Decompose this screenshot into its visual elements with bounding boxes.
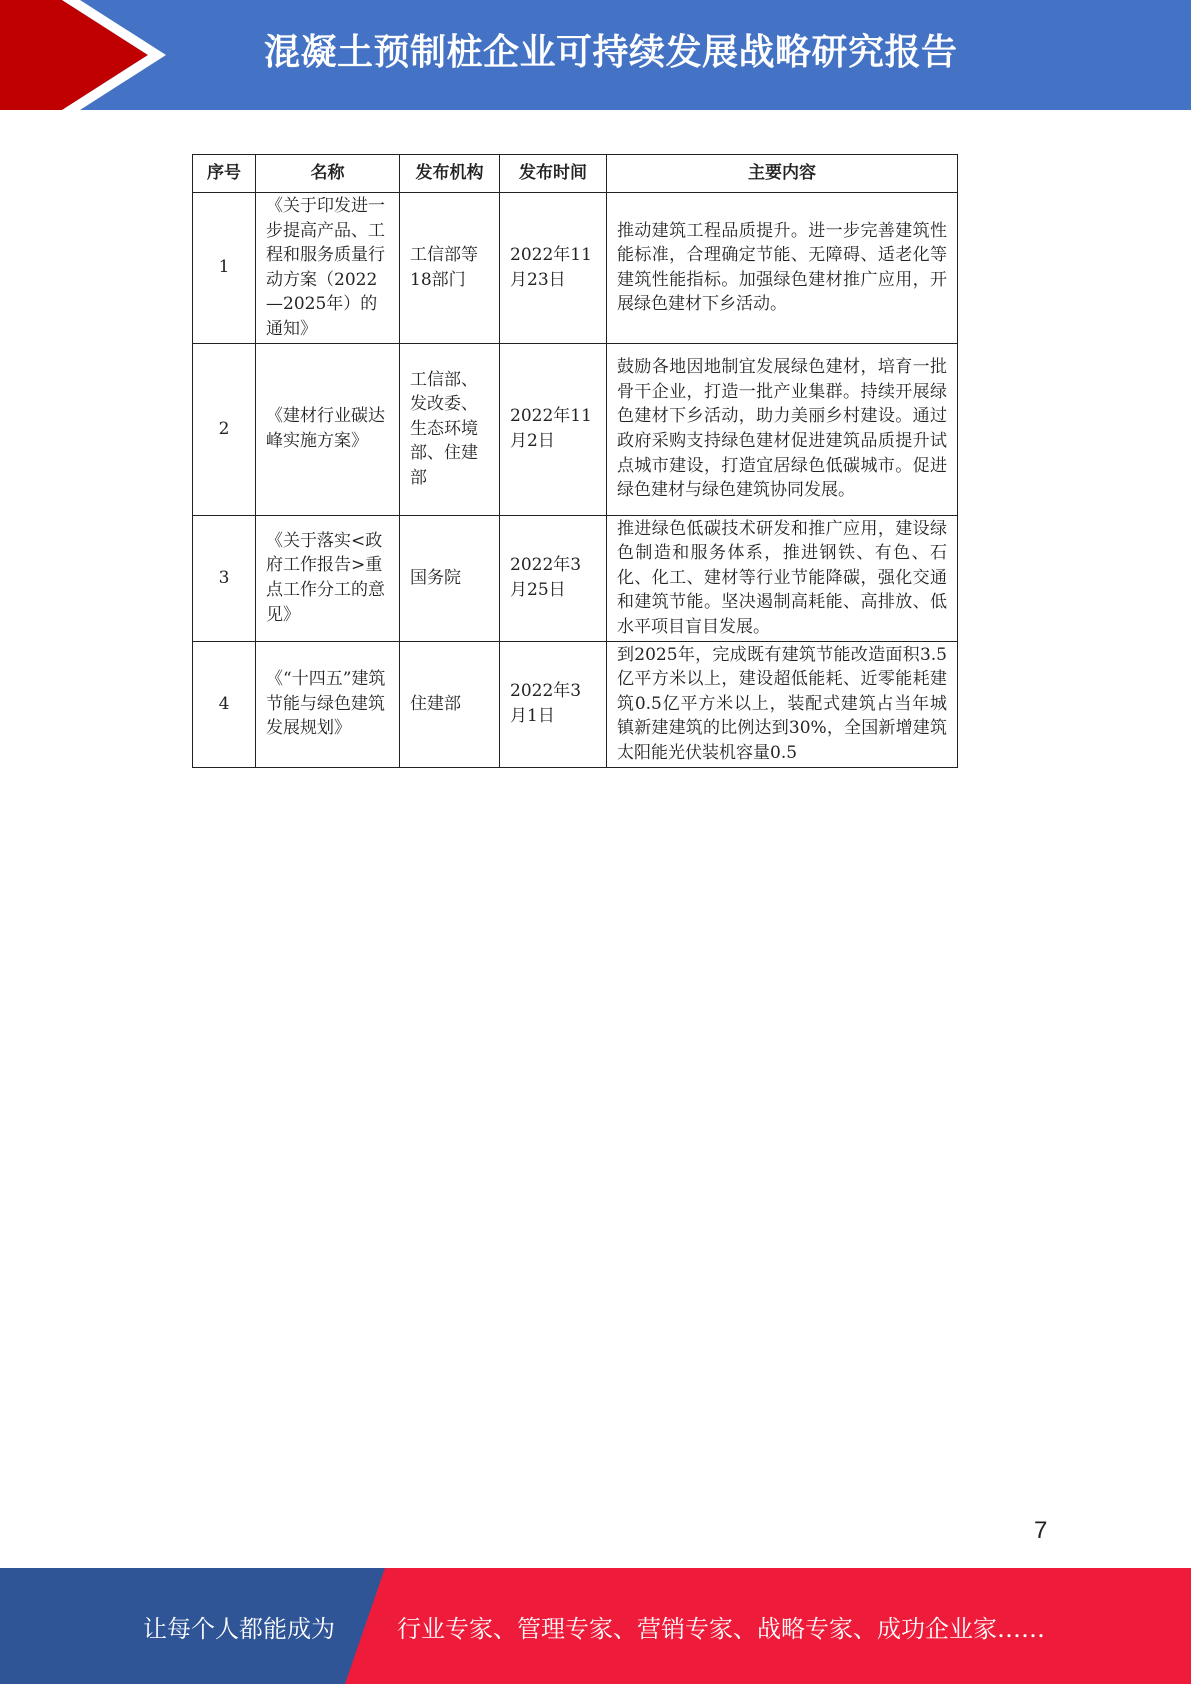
row-number: 3 <box>193 515 256 641</box>
report-footer <box>0 1568 1191 1684</box>
table-row <box>193 515 958 641</box>
report-header <box>0 0 1191 110</box>
issue-date: 2022年11月23日 <box>500 193 607 344</box>
row-number: 2 <box>193 343 256 515</box>
row-number: 1 <box>193 193 256 344</box>
table-row <box>193 193 958 344</box>
main-content: 推动建筑工程品质提升。进一步完善建筑性能标准，合理确定节能、无障碍、适老化等建筑性能指标。加强绿色建材推广应用，开展绿色建材下乡活动。 <box>607 193 958 344</box>
issue-date: 2022年3月1日 <box>500 641 607 767</box>
footer-slogan-right: 行业专家、管理专家、营销专家、战略专家、成功企业家…… <box>397 1615 1045 1643</box>
issuing-org: 住建部 <box>400 641 500 767</box>
issuing-org: 工信部、发改委、生态环境部、住建部 <box>400 343 500 515</box>
table-row <box>193 343 958 515</box>
issuing-org: 工信部等18部门 <box>400 193 500 344</box>
policy-name: 《关于落实<政府工作报告>重点工作分工的意见》 <box>256 515 400 641</box>
main-content: 到2025年，完成既有建筑节能改造面积3.5亿平方米以上，建设超低能耗、近零能耗建筑0.5亿平方米以上，装配式建筑占当年城镇新建建筑的比例达到30%，全国新增建筑太阳能光伏装机容量0.5 <box>607 641 958 767</box>
column-header-org: 发布机构 <box>400 155 500 193</box>
main-content: 鼓励各地因地制宜发展绿色建材，培育一批骨干企业，打造一批产业集群。持续开展绿色建材下乡活动，助力美丽乡村建设。通过政府采购支持绿色建材促进建筑品质提升试点城市建设，打造宜居绿色低碳城市。促进绿色建材与绿色建筑协同发展。 <box>607 343 958 515</box>
policy-name: 《建材行业碳达峰实施方案》 <box>256 343 400 515</box>
row-number: 4 <box>193 641 256 767</box>
column-header-name: 名称 <box>256 155 400 193</box>
report-title: 混凝土预制桩企业可持续发展战略研究报告 <box>264 32 958 73</box>
policy-name: 《“十四五”建筑节能与绿色建筑发展规划》 <box>256 641 400 767</box>
column-header-content: 主要内容 <box>607 155 958 193</box>
main-content: 推进绿色低碳技术研发和推广应用，建设绿色制造和服务体系，推进钢铁、有色、石化、化工、建材等行业节能降碳，强化交通和建筑节能。坚决遏制高耗能、高排放、低水平项目盲目发展。 <box>607 515 958 641</box>
page-number: 7 <box>1034 1517 1048 1544</box>
policy-table <box>192 154 958 768</box>
issuing-org: 国务院 <box>400 515 500 641</box>
issue-date: 2022年11月2日 <box>500 343 607 515</box>
footer-slogan-left: 让每个人都能成为 <box>143 1615 335 1643</box>
column-header-date: 发布时间 <box>500 155 607 193</box>
issue-date: 2022年3月25日 <box>500 515 607 641</box>
table-row <box>193 641 958 767</box>
column-header-number: 序号 <box>193 155 256 193</box>
table-header-row <box>193 155 958 193</box>
policy-name: 《关于印发进一步提高产品、工程和服务质量行动方案（2022—2025年）的通知》 <box>256 193 400 344</box>
policy-table-container <box>192 154 957 768</box>
